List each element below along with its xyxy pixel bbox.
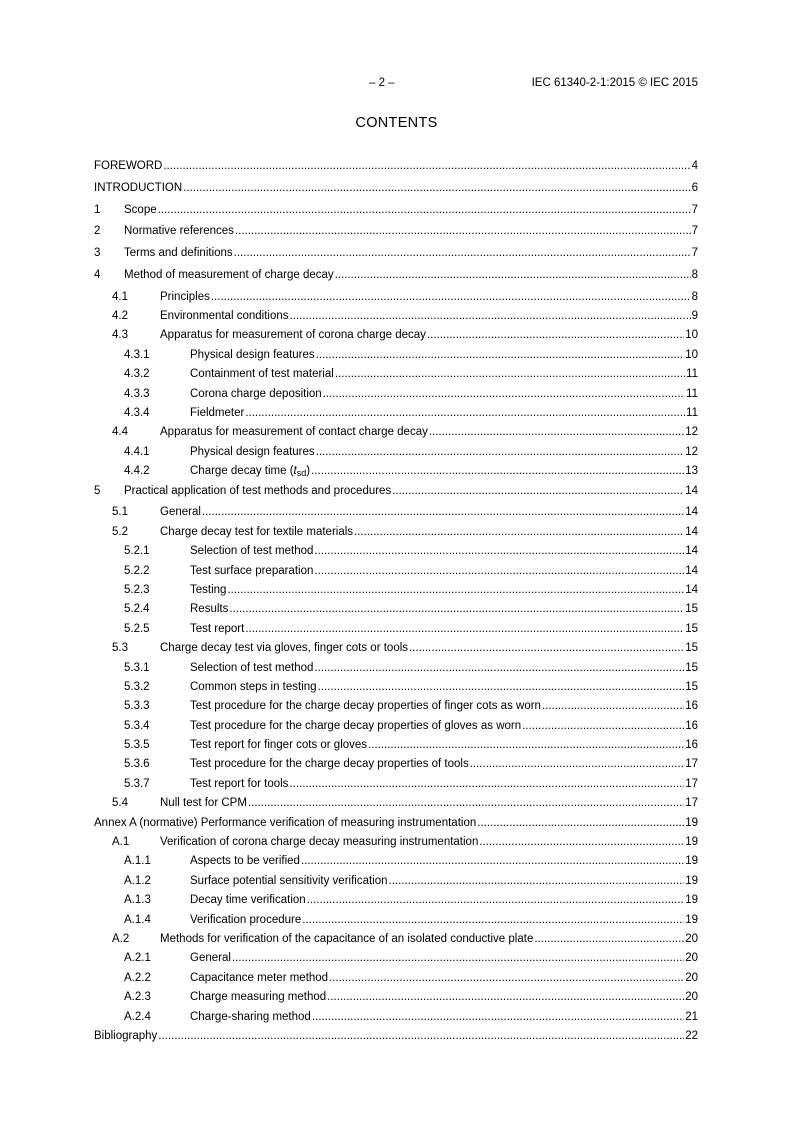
toc-dot-leader xyxy=(392,482,684,501)
toc-page-number: 14 xyxy=(685,525,698,538)
toc-entry-title: Apparatus for measurement of corona charge decay xyxy=(160,329,426,342)
toc-dot-leader xyxy=(314,562,684,581)
toc-entry-title: Normative references xyxy=(124,225,234,238)
toc-entry-number: 5 xyxy=(94,484,101,497)
toc-dot-leader xyxy=(302,911,684,930)
toc-dot-leader xyxy=(427,326,684,345)
toc-dot-leader xyxy=(429,423,684,442)
toc-entry-a-2-4[interactable] xyxy=(94,1008,698,1027)
toc-entry-number: 4.3.3 xyxy=(124,387,150,400)
toc-dot-leader xyxy=(232,949,684,968)
toc-page-number: 11 xyxy=(686,387,698,400)
toc-page-number: 17 xyxy=(685,797,698,810)
toc-entry-number: 4.3.1 xyxy=(124,348,150,361)
toc-entry-number: A.1 xyxy=(112,836,130,849)
toc-dot-leader xyxy=(183,179,690,198)
toc-dot-leader xyxy=(522,717,684,736)
toc-page-number: 19 xyxy=(685,874,698,887)
toc-entry-number: 5.3.7 xyxy=(124,777,150,790)
toc-entry-5-3-2[interactable] xyxy=(94,678,698,697)
toc-entry-practical-application[interactable] xyxy=(94,482,698,501)
table-of-contents xyxy=(94,157,698,1046)
toc-page-number: 14 xyxy=(685,583,698,596)
toc-entry-introduction[interactable] xyxy=(94,179,698,198)
toc-entry-5-3-4[interactable] xyxy=(94,717,698,736)
toc-dot-leader xyxy=(314,659,684,678)
toc-page-number: 20 xyxy=(685,971,698,984)
toc-entry-a-2-3[interactable] xyxy=(94,988,698,1007)
toc-entry-number: A.2.1 xyxy=(124,952,151,965)
toc-entry-number: 4.4.1 xyxy=(124,445,150,458)
toc-entry-title: Decay time verification xyxy=(190,894,306,907)
toc-page-number: 16 xyxy=(685,739,698,752)
toc-page-number: 16 xyxy=(685,719,698,732)
toc-dot-leader xyxy=(470,755,684,774)
toc-entry-number: A.1.2 xyxy=(124,874,151,887)
toc-dot-leader xyxy=(312,1008,684,1027)
toc-entry-number: 4.4 xyxy=(112,426,128,439)
toc-entry-title: Verification procedure xyxy=(190,913,302,926)
toc-page-number: 14 xyxy=(685,506,698,519)
toc-page-number: 14 xyxy=(685,564,698,577)
toc-page-number: 15 xyxy=(685,661,698,674)
toc-entry-number: 4.1 xyxy=(112,290,128,303)
toc-dot-leader xyxy=(409,639,684,658)
toc-entry-5-4[interactable] xyxy=(94,794,698,813)
toc-entry-title: Charge-sharing method xyxy=(190,1010,311,1023)
toc-dot-leader xyxy=(301,852,684,871)
toc-entry-title: Physical design features xyxy=(190,348,315,361)
toc-entry-4-4-2[interactable] xyxy=(94,462,698,481)
toc-page-number: 14 xyxy=(685,545,698,558)
toc-page-number: 7 xyxy=(691,225,698,238)
toc-dot-leader xyxy=(307,891,685,910)
toc-entry-number: 4.3.4 xyxy=(124,407,150,420)
toc-page-number: 7 xyxy=(691,247,698,260)
toc-entry-5-3[interactable] xyxy=(94,639,698,658)
toc-entry-4-1[interactable] xyxy=(94,288,698,307)
toc-entry-number: 5.2.4 xyxy=(124,603,150,616)
toc-page-number: 19 xyxy=(685,894,698,907)
toc-entry-title: Practical application of test methods and procedures xyxy=(124,484,392,497)
toc-entry-number: 1 xyxy=(94,203,101,216)
toc-entry-foreword[interactable] xyxy=(94,157,698,176)
toc-dot-leader xyxy=(318,678,685,697)
toc-page-number: 19 xyxy=(685,855,698,868)
toc-entry-title: Charge measuring method xyxy=(190,991,327,1004)
toc-entry-number: 5.3.5 xyxy=(124,739,150,752)
toc-page-number: 20 xyxy=(685,991,698,1004)
toc-entry-title: Test report for tools xyxy=(190,777,289,790)
toc-entry-5-2-4[interactable] xyxy=(94,600,698,619)
toc-entry-number: 4.3 xyxy=(112,329,128,342)
toc-dot-leader xyxy=(248,794,684,813)
toc-dot-leader xyxy=(477,814,684,833)
toc-entry-5-3-1[interactable] xyxy=(94,659,698,678)
toc-page-number: 15 xyxy=(685,642,698,655)
toc-dot-leader xyxy=(234,244,691,263)
toc-entry-title: Charge decay test via gloves, finger cots or tools xyxy=(160,642,409,655)
toc-entry-4-3-2[interactable] xyxy=(94,365,698,384)
toc-entry-number: 3 xyxy=(94,247,101,260)
toc-dot-leader xyxy=(158,201,691,220)
toc-entry-title: Selection of test method xyxy=(190,545,314,558)
toc-entry-annex-a[interactable] xyxy=(94,814,698,833)
toc-entry-a-2[interactable] xyxy=(94,930,698,949)
toc-dot-leader xyxy=(316,443,685,462)
toc-dot-leader xyxy=(245,620,684,639)
toc-entry-5-3-5[interactable] xyxy=(94,736,698,755)
toc-entry-a-1-1[interactable] xyxy=(94,852,698,871)
toc-entry-title: Results xyxy=(190,603,229,616)
toc-dot-leader xyxy=(323,385,685,404)
toc-page-number: 15 xyxy=(685,603,698,616)
toc-dot-leader xyxy=(158,1027,684,1046)
toc-entry-5-2-1[interactable] xyxy=(94,542,698,561)
toc-page-number: 20 xyxy=(685,952,698,965)
toc-dot-leader xyxy=(202,503,684,522)
toc-page-number: 12 xyxy=(685,426,698,439)
toc-entry-normative-references[interactable] xyxy=(94,222,698,241)
toc-entry-4-4[interactable] xyxy=(94,423,698,442)
toc-entry-4-3-3[interactable] xyxy=(94,385,698,404)
toc-page-number: 15 xyxy=(685,680,698,693)
toc-entry-number: A.2 xyxy=(112,932,130,945)
toc-entry-number: 4 xyxy=(94,268,101,281)
toc-dot-leader xyxy=(289,775,684,794)
toc-entry-5-2-2[interactable] xyxy=(94,562,698,581)
toc-entry-5-2-5[interactable] xyxy=(94,620,698,639)
toc-page-number: 8 xyxy=(691,268,698,281)
toc-entry-bibliography[interactable] xyxy=(94,1027,698,1046)
toc-entry-method-of-measurement[interactable] xyxy=(94,266,698,285)
toc-entry-number: 5.1 xyxy=(112,506,128,519)
toc-entry-title: Charge decay time (tsd) xyxy=(190,465,311,479)
toc-dot-leader xyxy=(335,266,691,285)
toc-page-number: 22 xyxy=(685,1029,698,1042)
toc-entry-title: Surface potential sensitivity verification xyxy=(190,874,388,887)
toc-entry-title: Bibliography xyxy=(94,1029,158,1042)
toc-entry-title: FOREWORD xyxy=(94,160,163,172)
toc-entry-title: Principles xyxy=(160,290,210,303)
toc-entry-5-2[interactable] xyxy=(94,523,698,542)
toc-entry-a-2-2[interactable] xyxy=(94,969,698,988)
toc-entry-number: A.2.4 xyxy=(124,1010,151,1023)
toc-entry-number: 5.2.1 xyxy=(124,545,150,558)
toc-entry-terms-definitions[interactable] xyxy=(94,244,698,263)
toc-entry-title: Test procedure for the charge decay properties of finger cots as worn xyxy=(190,700,541,713)
toc-entry-title: Verification of corona charge decay measuring instrumentation xyxy=(160,836,479,849)
toc-page-number: 11 xyxy=(686,368,698,381)
toc-entry-5-3-6[interactable] xyxy=(94,755,698,774)
toc-page-number: 19 xyxy=(685,816,698,829)
toc-dot-leader xyxy=(329,969,684,988)
toc-entry-number: 4.2 xyxy=(112,310,128,323)
toc-entry-number: 5.3.1 xyxy=(124,661,150,674)
toc-entry-title: Testing xyxy=(190,583,227,596)
toc-dot-leader xyxy=(163,157,690,176)
toc-entry-number: 4.3.2 xyxy=(124,368,150,381)
toc-entry-title: Method of measurement of charge decay xyxy=(124,268,334,281)
toc-page-number: 10 xyxy=(685,348,698,361)
toc-entry-title: Physical design features xyxy=(190,445,315,458)
toc-entry-title: Common steps in testing xyxy=(190,680,317,693)
toc-dot-leader xyxy=(314,542,684,561)
toc-dot-leader xyxy=(479,833,684,852)
toc-page-number: 21 xyxy=(685,1010,698,1023)
toc-entry-a-1-4[interactable] xyxy=(94,911,698,930)
toc-dot-leader xyxy=(354,523,684,542)
toc-dot-leader xyxy=(542,697,684,716)
toc-dot-leader xyxy=(229,600,684,619)
toc-entry-5-1[interactable] xyxy=(94,503,698,522)
toc-dot-leader xyxy=(389,872,685,891)
toc-dot-leader xyxy=(335,365,685,384)
toc-entry-4-3-4[interactable] xyxy=(94,404,698,423)
toc-entry-5-3-3[interactable] xyxy=(94,697,698,716)
toc-entry-a-1-3[interactable] xyxy=(94,891,698,910)
toc-entry-title: Test procedure for the charge decay properties of gloves as worn xyxy=(190,719,522,732)
toc-entry-title: Selection of test method xyxy=(190,661,314,674)
page-header xyxy=(0,77,793,93)
toc-entry-number: 5.3 xyxy=(112,642,128,655)
toc-dot-leader xyxy=(316,346,685,365)
toc-entry-title: Test surface preparation xyxy=(190,564,314,577)
toc-page-number: 9 xyxy=(691,310,698,323)
toc-page-number: 19 xyxy=(685,836,698,849)
toc-entry-title: INTRODUCTION xyxy=(94,181,183,194)
toc-entry-number: 4.4.2 xyxy=(124,465,150,478)
toc-entry-number: A.1.1 xyxy=(124,855,151,868)
document-id: IEC 61340-2-1:2015 © IEC 2015 xyxy=(531,77,698,89)
toc-page-number: 17 xyxy=(685,777,698,790)
toc-entry-number: 5.2.3 xyxy=(124,583,150,596)
toc-entry-number: A.1.3 xyxy=(124,894,151,907)
toc-entry-4-4-1[interactable] xyxy=(94,443,698,462)
toc-page-number: 19 xyxy=(685,913,698,926)
toc-entry-title: Aspects to be verified xyxy=(190,855,300,868)
toc-dot-leader xyxy=(534,930,684,949)
toc-dot-leader xyxy=(311,462,684,481)
toc-page-number: 6 xyxy=(691,181,698,194)
toc-page-number: 12 xyxy=(685,445,698,458)
toc-entry-5-3-7[interactable] xyxy=(94,775,698,794)
toc-entry-number: 5.2.5 xyxy=(124,622,150,635)
toc-dot-leader xyxy=(245,404,685,423)
toc-dot-leader xyxy=(211,288,691,307)
toc-dot-leader xyxy=(235,222,691,241)
toc-entry-title: Annex A (normative) Performance verification of measuring instrumentation xyxy=(94,816,477,829)
toc-entry-number: 2 xyxy=(94,225,101,238)
toc-entry-scope[interactable] xyxy=(94,201,698,220)
toc-entry-title: Fieldmeter xyxy=(190,407,245,420)
toc-entry-a-2-1[interactable] xyxy=(94,949,698,968)
toc-entry-title: Methods for verification of the capacitance of an isolated conductive plate xyxy=(160,932,534,945)
toc-entry-title: Environmental conditions xyxy=(160,310,289,323)
toc-entry-number: 5.3.4 xyxy=(124,719,150,732)
toc-entry-number: 5.3.3 xyxy=(124,700,150,713)
toc-entry-title: Test report for finger cots or gloves xyxy=(190,739,368,752)
toc-page-number: 14 xyxy=(685,484,698,497)
toc-page-number: 15 xyxy=(685,622,698,635)
toc-entry-number: A.2.2 xyxy=(124,971,151,984)
toc-entry-4-3-1[interactable] xyxy=(94,346,698,365)
toc-page-number: 16 xyxy=(685,700,698,713)
toc-entry-title: Containment of test material xyxy=(190,368,334,381)
toc-page-number: 13 xyxy=(685,465,698,478)
toc-entry-a-1[interactable] xyxy=(94,833,698,852)
toc-entry-title: Charge decay test for textile materials xyxy=(160,525,354,538)
toc-page-number: 4 xyxy=(691,160,698,172)
toc-entry-number: 5.3.2 xyxy=(124,680,150,693)
toc-entry-4-3[interactable] xyxy=(94,326,698,345)
page-title: CONTENTS xyxy=(355,115,438,131)
toc-entry-number: A.1.4 xyxy=(124,913,151,926)
toc-page-number: 17 xyxy=(685,758,698,771)
toc-entry-title: Scope xyxy=(124,203,157,216)
toc-entry-title: Capacitance meter method xyxy=(190,971,329,984)
toc-entry-title: Test report xyxy=(190,622,245,635)
toc-entry-number: A.2.3 xyxy=(124,991,151,1004)
toc-dot-leader xyxy=(327,988,684,1007)
toc-entry-number: 5.3.6 xyxy=(124,758,150,771)
toc-dot-leader xyxy=(290,307,691,326)
toc-entry-title: Corona charge deposition xyxy=(190,387,322,400)
toc-entry-title: General xyxy=(160,506,201,519)
toc-entry-number: 5.2 xyxy=(112,525,128,538)
toc-page-number: 8 xyxy=(691,290,698,303)
page-number: – 2 – xyxy=(369,77,395,89)
toc-page-number: 11 xyxy=(686,407,698,420)
toc-entry-number: 5.4 xyxy=(112,797,128,810)
toc-page-number: 10 xyxy=(685,329,698,342)
toc-entry-title: Terms and definitions xyxy=(124,247,233,260)
toc-entry-4-2[interactable] xyxy=(94,307,698,326)
toc-entry-a-1-2[interactable] xyxy=(94,872,698,891)
toc-dot-leader xyxy=(368,736,684,755)
toc-entry-number: 5.2.2 xyxy=(124,564,150,577)
toc-entry-5-2-3[interactable] xyxy=(94,581,698,600)
toc-page-number: 7 xyxy=(691,203,698,216)
toc-dot-leader xyxy=(227,581,684,600)
toc-entry-title: Apparatus for measurement of contact charge decay xyxy=(160,426,428,439)
toc-entry-title: Test procedure for the charge decay properties of tools xyxy=(190,758,469,771)
toc-page-number: 20 xyxy=(685,932,698,945)
toc-entry-title: Null test for CPM xyxy=(160,797,247,810)
toc-entry-title: General xyxy=(190,952,231,965)
